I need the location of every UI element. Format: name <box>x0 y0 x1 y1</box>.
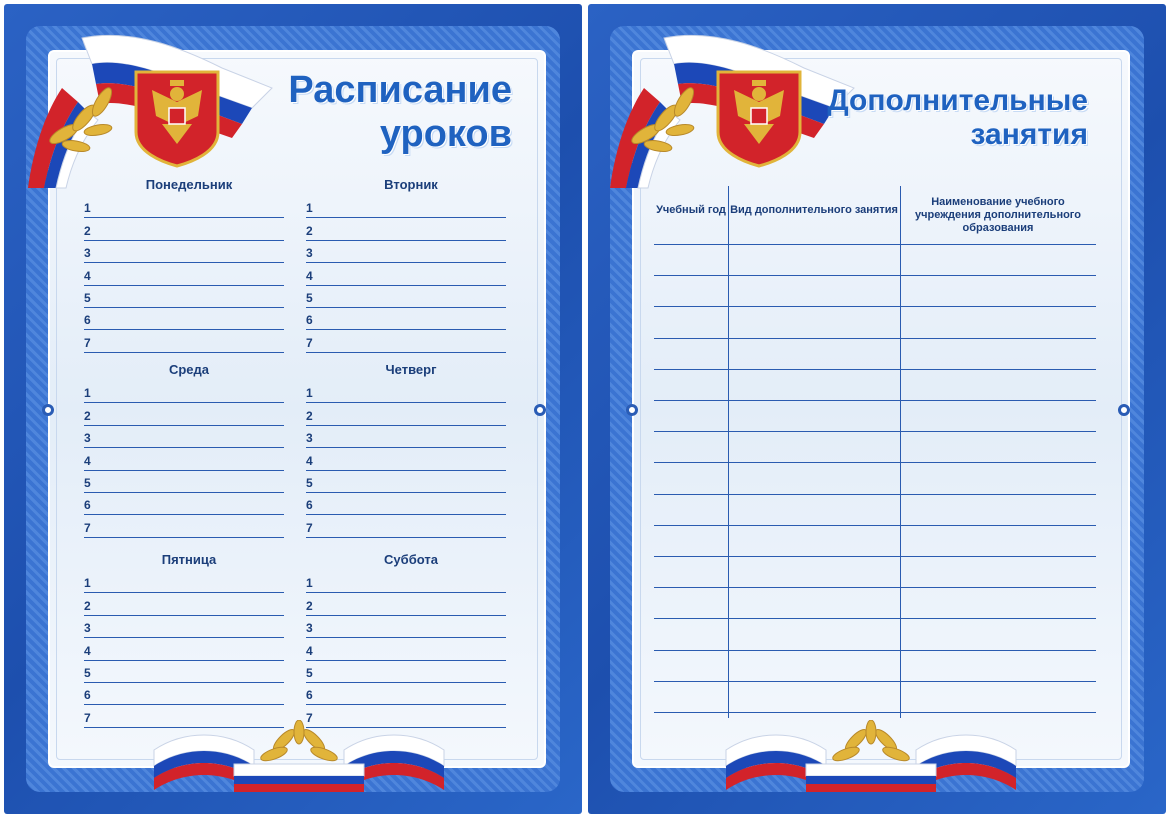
table-row-line[interactable] <box>654 400 1096 401</box>
table-row-line[interactable] <box>654 556 1096 557</box>
lesson-line[interactable] <box>306 196 506 218</box>
table-row-line[interactable] <box>654 587 1096 588</box>
lesson-number: 1 <box>84 576 91 591</box>
lesson-number: 7 <box>84 710 91 725</box>
day-thursday <box>306 361 506 538</box>
extra-classes-page <box>588 4 1166 814</box>
lesson-number: 6 <box>84 498 91 513</box>
lesson-number: 4 <box>84 453 91 468</box>
lesson-number: 1 <box>84 201 91 216</box>
lesson-line[interactable] <box>306 286 506 308</box>
coat-of-arms-icon <box>132 68 222 168</box>
lesson-line[interactable] <box>306 593 506 615</box>
lesson-line[interactable] <box>84 616 284 638</box>
column-header-year: Учебный год <box>656 204 726 216</box>
lesson-list <box>306 196 506 353</box>
table-row-line[interactable] <box>654 494 1096 495</box>
day-saturday <box>306 551 506 728</box>
table-row-line[interactable] <box>654 681 1096 682</box>
table-row-line[interactable] <box>654 712 1096 713</box>
lesson-line[interactable] <box>84 286 284 308</box>
day-title: Вторник <box>384 177 438 192</box>
day-title: Четверг <box>385 362 437 377</box>
lesson-number: 3 <box>306 431 313 446</box>
lesson-line[interactable] <box>84 448 284 470</box>
lesson-line[interactable] <box>306 616 506 638</box>
lesson-number: 1 <box>306 386 313 401</box>
border-ornament <box>1118 404 1130 416</box>
lesson-line[interactable] <box>84 241 284 263</box>
table-row-line[interactable] <box>654 306 1096 307</box>
lesson-number: 5 <box>306 290 313 305</box>
lesson-line[interactable] <box>84 571 284 593</box>
table-row-line[interactable] <box>654 275 1096 276</box>
lesson-line[interactable] <box>84 471 284 493</box>
lesson-line[interactable] <box>84 330 284 352</box>
lesson-number: 7 <box>84 335 91 350</box>
column-header-institution: Наименование учебного учреждения дополнительного образования <box>915 196 1081 234</box>
border-ornament <box>534 404 546 416</box>
border-ornament <box>626 404 638 416</box>
lesson-list <box>84 196 284 353</box>
lesson-number: 4 <box>306 268 313 283</box>
coat-of-arms-icon <box>714 68 804 168</box>
lesson-number: 2 <box>306 598 313 613</box>
lesson-list <box>306 381 506 538</box>
page-title: Расписание уроков <box>288 69 512 155</box>
lesson-number: 3 <box>306 246 313 261</box>
lesson-line[interactable] <box>84 683 284 705</box>
lesson-number: 3 <box>306 621 313 636</box>
schedule-page <box>4 4 582 814</box>
lesson-number: 4 <box>84 268 91 283</box>
lesson-line[interactable] <box>306 381 506 403</box>
table-row-line[interactable] <box>654 338 1096 339</box>
lesson-line[interactable] <box>84 661 284 683</box>
day-tuesday <box>306 176 506 353</box>
lesson-line[interactable] <box>84 638 284 660</box>
lesson-line[interactable] <box>84 426 284 448</box>
lesson-number: 3 <box>84 621 91 636</box>
laurel-branch-icon <box>34 74 134 164</box>
lesson-line[interactable] <box>306 330 506 352</box>
lesson-number: 6 <box>84 313 91 328</box>
lesson-number: 1 <box>306 201 313 216</box>
lesson-line[interactable] <box>306 661 506 683</box>
lesson-number: 5 <box>84 475 91 490</box>
table-row-line[interactable] <box>654 244 1096 245</box>
lesson-number: 5 <box>84 665 91 680</box>
day-title: Суббота <box>384 552 438 567</box>
lesson-number: 6 <box>306 498 313 513</box>
lesson-list <box>84 381 284 538</box>
column-divider <box>728 186 729 718</box>
lesson-line[interactable] <box>84 403 284 425</box>
lesson-number: 7 <box>84 520 91 535</box>
lesson-number: 3 <box>84 431 91 446</box>
table-row-line[interactable] <box>654 525 1096 526</box>
day-title: Среда <box>168 362 210 377</box>
lesson-line[interactable] <box>306 426 506 448</box>
day-monday <box>84 176 284 353</box>
lesson-number: 2 <box>84 223 91 238</box>
table-row-line[interactable] <box>654 618 1096 619</box>
day-friday <box>84 551 284 728</box>
lesson-number: 4 <box>306 453 313 468</box>
lesson-line[interactable] <box>306 515 506 537</box>
table-row-line[interactable] <box>654 650 1096 651</box>
lesson-line[interactable] <box>84 593 284 615</box>
lesson-line[interactable] <box>306 263 506 285</box>
lesson-number: 5 <box>306 665 313 680</box>
lesson-line[interactable] <box>84 381 284 403</box>
lesson-number: 4 <box>84 643 91 658</box>
table-row-line[interactable] <box>654 369 1096 370</box>
lesson-number: 6 <box>84 688 91 703</box>
lesson-number: 4 <box>306 643 313 658</box>
lesson-number: 6 <box>306 688 313 703</box>
lesson-line[interactable] <box>84 218 284 240</box>
column-header-activity: Вид дополнительного занятия <box>730 204 898 216</box>
lesson-line[interactable] <box>84 263 284 285</box>
column-divider <box>900 186 901 718</box>
lesson-number: 7 <box>306 335 313 350</box>
lesson-number: 1 <box>84 386 91 401</box>
table-row-line[interactable] <box>654 462 1096 463</box>
lesson-line[interactable] <box>306 308 506 330</box>
lesson-line[interactable] <box>306 241 506 263</box>
lesson-number: 2 <box>306 223 313 238</box>
day-title: Понедельник <box>145 177 233 192</box>
lesson-number: 2 <box>84 598 91 613</box>
lesson-number: 1 <box>306 576 313 591</box>
page-title: Дополнительные занятия <box>827 84 1088 151</box>
lesson-line[interactable] <box>306 493 506 515</box>
lesson-list <box>84 571 284 728</box>
lesson-line[interactable] <box>306 218 506 240</box>
laurel-branch-icon <box>616 74 716 164</box>
lesson-number: 2 <box>84 408 91 423</box>
lesson-number: 7 <box>306 710 313 725</box>
lesson-line[interactable] <box>306 571 506 593</box>
lesson-list <box>306 571 506 728</box>
extra-classes-table <box>654 186 1096 718</box>
russian-flag-ribbon-icon <box>144 720 454 800</box>
lesson-line[interactable] <box>84 493 284 515</box>
lesson-number: 7 <box>306 520 313 535</box>
lesson-number: 3 <box>84 246 91 261</box>
lesson-line[interactable] <box>306 683 506 705</box>
lesson-number: 5 <box>84 290 91 305</box>
day-wednesday <box>84 361 284 538</box>
lesson-line[interactable] <box>306 448 506 470</box>
lesson-line[interactable] <box>84 308 284 330</box>
table-row-line[interactable] <box>654 431 1096 432</box>
lesson-line[interactable] <box>84 515 284 537</box>
lesson-number: 2 <box>306 408 313 423</box>
lesson-number: 5 <box>306 475 313 490</box>
lesson-line[interactable] <box>84 196 284 218</box>
russian-flag-ribbon-icon <box>716 720 1026 800</box>
border-ornament <box>42 404 54 416</box>
lesson-line[interactable] <box>306 403 506 425</box>
day-title: Пятница <box>161 552 217 567</box>
lesson-line[interactable] <box>306 638 506 660</box>
lesson-line[interactable] <box>306 471 506 493</box>
lesson-number: 6 <box>306 313 313 328</box>
